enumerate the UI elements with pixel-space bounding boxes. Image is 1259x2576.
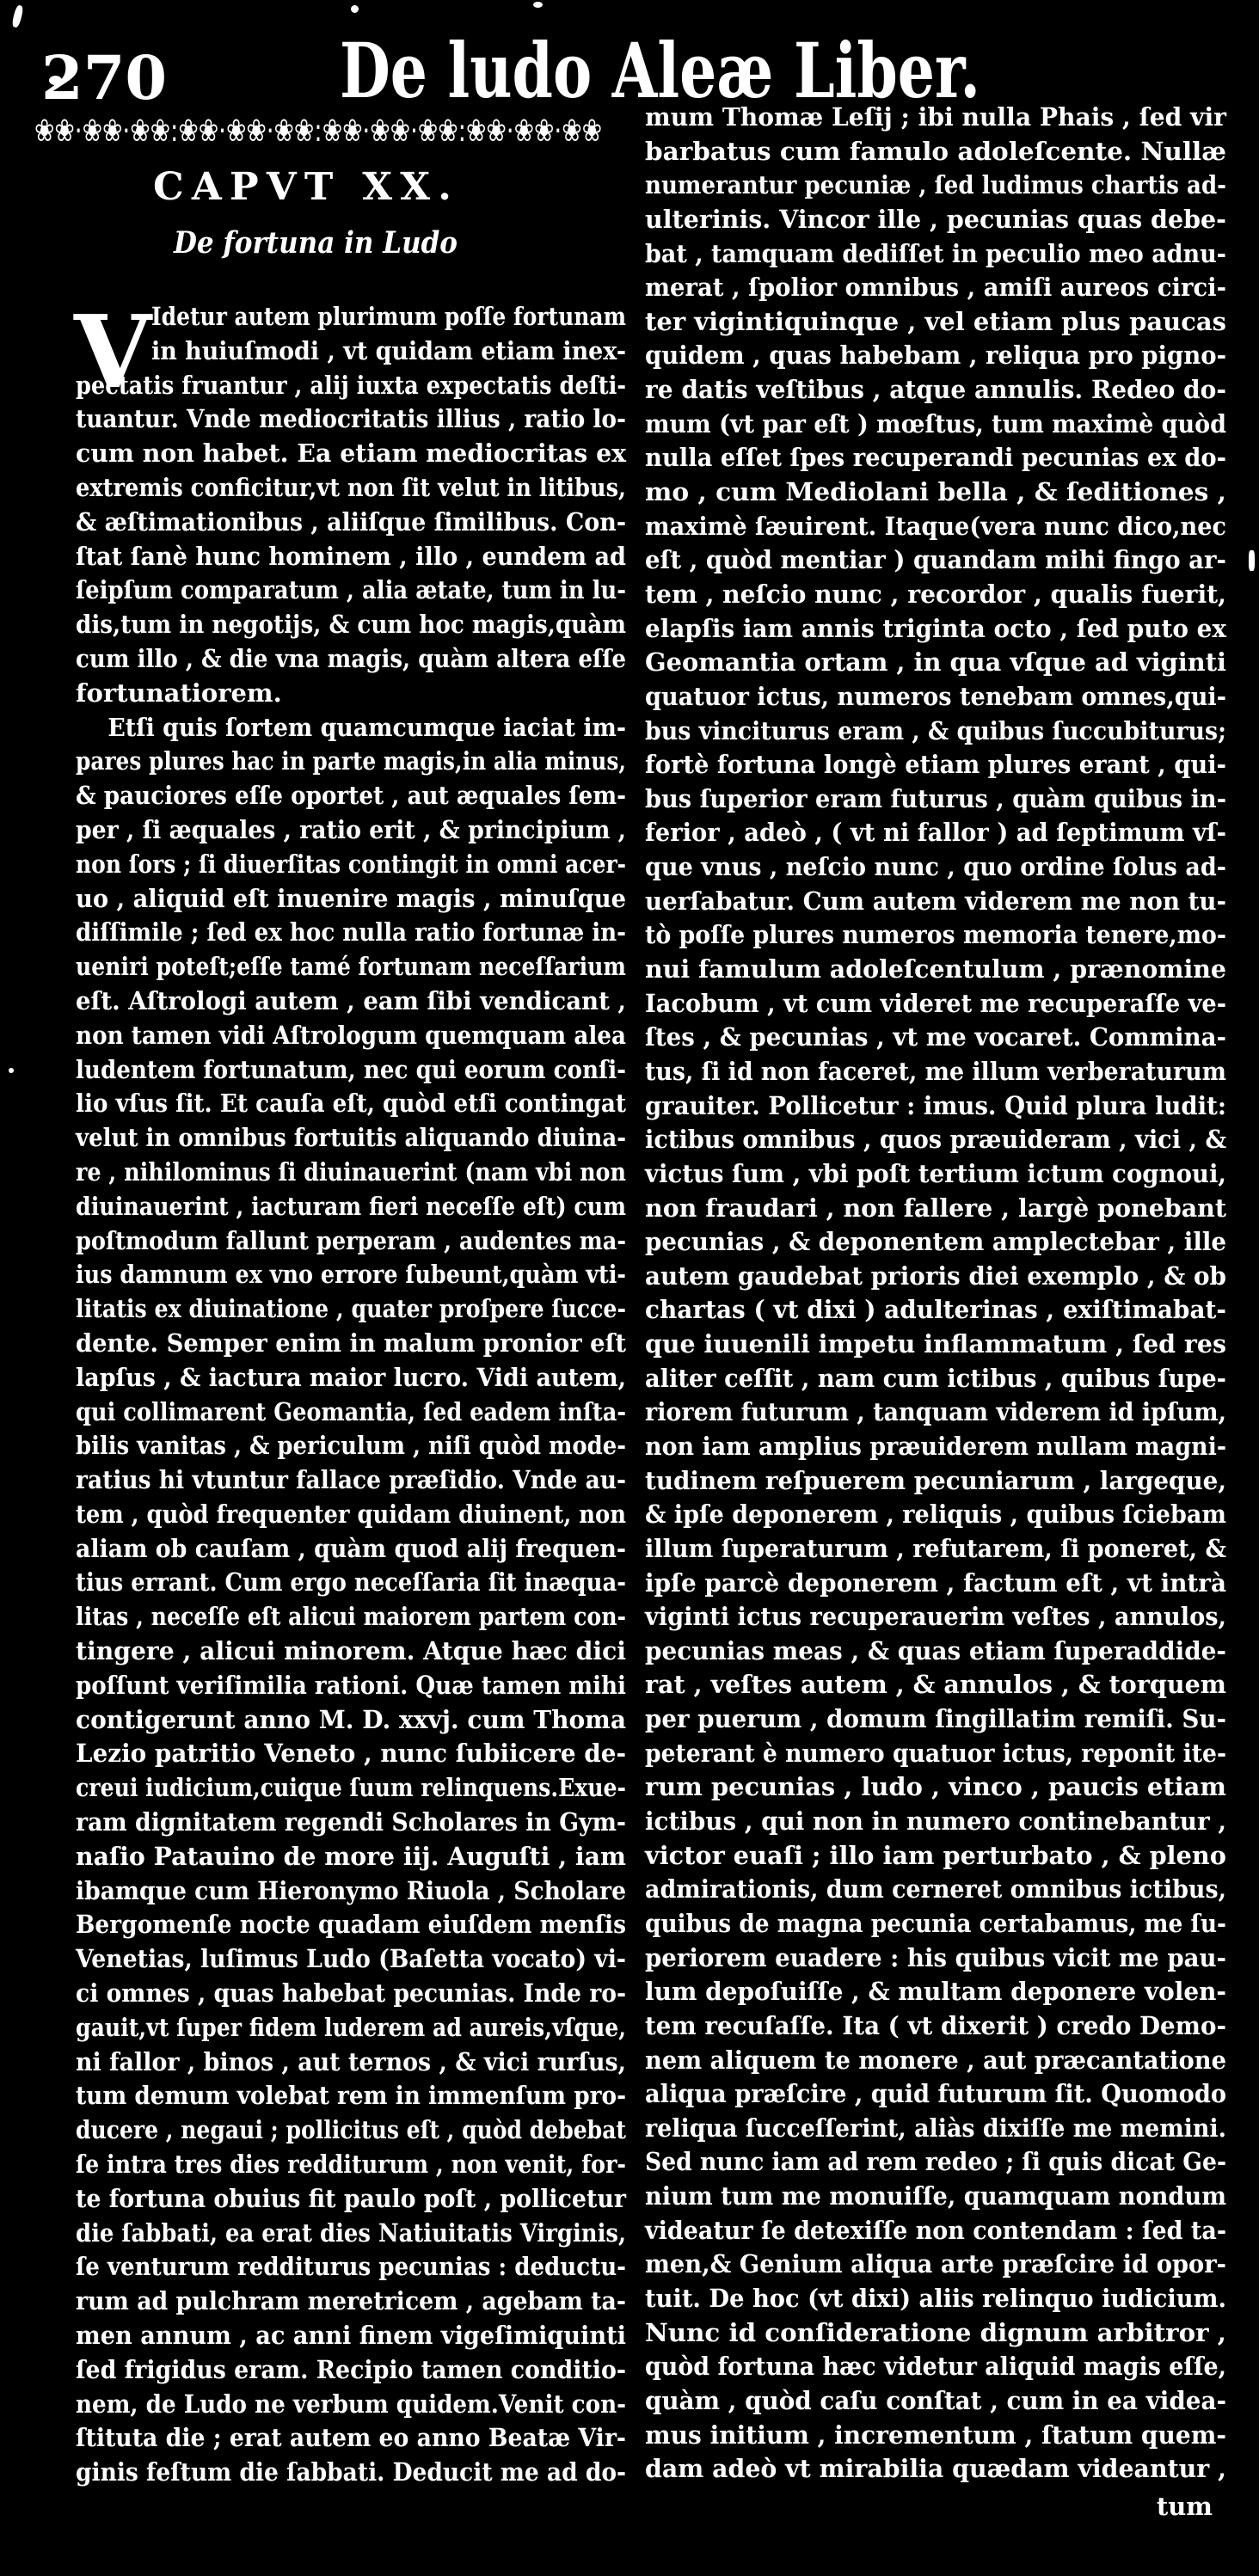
text-line: ni fallor , binos , aut ternos , & vici rurſus, [76,2046,626,2076]
text-line: men annum , ac anni finem vigeſimiquinti [76,2321,626,2351]
text-line: ius damnum ex vno errore ſubeunt,quàm vti- [76,1260,626,1290]
left-column [74,294,626,2491]
text-line: Etſi quis ſortem quamcumque iaciat im- [76,712,626,742]
text-line: lio vſus ſit. Et cauſa eſt, quòd etſi contingat [76,1089,626,1119]
text-line: pares plures hac in parte magis,in alia minus, [76,746,626,776]
text-line: viginti ictus recuperauerim veſtes , annulos, [645,1602,1226,1632]
text-line: bus ſuperior eram futurus , quàm quibus in- [645,783,1226,813]
text-line: mum Thomæ Leſij ; ibi nulla Phais , ſed vir [645,102,1226,132]
text-line: ulterinis. Vincor ille , pecunias quas debe- [645,204,1226,234]
text-line: mus initium , incrementum , ſtatum quem- [645,2420,1226,2450]
text-line: qui collimarent Geomantia, ſed eadem inſta- [76,1396,626,1426]
scan-speck [351,5,359,13]
text-line: litas , neceſſe eſt alicui maiorem partem con- [76,1602,626,1632]
text-line: ſtituta die ; erat autem eo anno Beatæ Vir- [76,2423,626,2453]
text-line: ſe intra tres dies redditurum , non venit, for- [76,2150,626,2180]
text-line: naſio Patauino de more iij. Auguſti , iam [76,1841,626,1871]
text-line: Nunc id conſideratione dignum arbitror , [645,2317,1226,2347]
text-line: re , nihilominus ſi diuinauerint (nam vbi non [76,1156,626,1187]
text-line: gauit,vt ſuper fidem luderem ad aureis,vſque, [76,2012,626,2042]
text-line: ratius hi vtuntur fallace præſidio. Vnde au- [76,1465,626,1495]
text-line: litatis ex diuinatione , quater proſpere ſucce- [76,1294,626,1324]
text-line: ferior , adeò , ( vt ni fallor ) ad ſeptimum vſ- [645,818,1226,848]
text-line: peterant è numero quatuor ictus, reponit ite- [645,1738,1226,1768]
text-line: pecunias meas , & quas etiam ſuperaddide- [645,1635,1226,1665]
text-line: dente. Semper enim in malum pronior eſt [76,1328,626,1358]
text-line: barbatus cum famulo adoleſcente. Nullæ [645,136,1226,166]
text-line: ludentem fortunatum, nec qui eorum conſi- [76,1054,626,1084]
text-line: non iam amplius præuiderem nullam magni- [645,1431,1226,1461]
text-line: elapſis iam annis triginta octo , ſed puto ex [645,613,1226,643]
text-line: Geomantia ortam , in qua vſque ad viginti [645,647,1226,678]
chapter-subtitle-text: De fortuna in Ludo [174,225,458,261]
text-line: ſeipſum comparatum , alia ætate, tum in lu- [76,575,626,605]
text-line: cum non habet. Ea etiam mediocritas ex [76,439,626,469]
scan-speck [11,4,24,28]
text-line: poſtmodum fallunt perperam , audentes ma- [76,1225,626,1255]
text-line: in huiuſmodi , vt quidam etiam inex- [151,335,626,365]
text-line: tem recuſaſſe. Ita ( vt dixerit ) credo Demo- [645,2010,1226,2040]
text-line: Iacobum , vt cum videret me recuperaſſe ve- [645,988,1226,1018]
drop-cap: V [74,294,152,411]
text-line: Idetur autem plurimum poſſe fortunam [151,302,626,331]
text-line: victus ſum , vbi poſt tertium ictum cognoui, [645,1158,1226,1188]
text-line: ſed frigidus eram. Recipio tamen conditio- [76,2354,626,2384]
text-line: nem aliquem te monere , aut præcantatione [645,2045,1226,2075]
text-line: victor euaſi ; illo iam perturbato , & pleno [645,1840,1226,1870]
text-line: quàm , quòd caſu conſtat , cum in ea videa- [645,2385,1226,2415]
text-line: quibus de magna pecunia certabamus, me ſu- [645,1908,1226,1938]
text-line: diuinauerint , iacturam fieri neceſſe eſt) cum [76,1191,626,1221]
text-line: lum depoſuiſſe , & multam deponere volen- [645,1977,1226,2007]
text-line: grauiter. Pollicetur : imus. Quid plura ludit: [645,1090,1226,1120]
chapter-heading [153,165,459,209]
text-line: Lezio patritio Veneto , nunc ſubiicere de- [76,1739,626,1769]
text-line: ictibus omnibus , quos præuideram , vici , & [645,1125,1226,1155]
text-line: mo , cum Mediolani bella , & ſeditiones , [645,477,1226,507]
text-line: extremis conficitur,vt non ſit velut in litibus, [76,472,626,502]
text-line: quatuor ictus, numeros tenebam omnes,qui- [645,681,1226,711]
text-line: ſtat ſanè hunc hominem , illo , eundem ad [76,541,626,571]
text-line: Bergomenſe nocte quadam eiuſdem menſis [76,1910,626,1940]
text-line: aliqua præſcire , quid futurum ſit. Quomodo [645,2079,1226,2109]
text-line: quòd fortuna hæc videtur aliquid magis eſſe, [645,2352,1226,2382]
scan-speck [9,1068,14,1073]
text-line: mum (vt par eſt ) mœſtus, tum maximè quòd [645,408,1226,439]
chapter-subtitle [174,225,494,261]
text-line: ueniri poteſt;eſſe tamé fortunam neceſſarium [76,952,626,982]
text-line: diſſimile ; ſed ex hoc nulla ratio fortunæ in- [76,917,626,948]
text-line: reliqua ſucceſſerint, aliàs dixiſſe me memini. [645,2113,1226,2143]
page-number: 270 [41,42,168,113]
text-line: fortè fortuna longè etiam plures erant , qui- [645,750,1226,780]
text-line: lapſus , & iactura maior lucro. Vidi autem, [76,1362,626,1392]
scan-speck [533,2,543,8]
text-line: uerſabatur. Cum autem viderem me non tu- [645,886,1226,916]
text-line: illum ſuperaturum , refutarem, ſi poneret, & [645,1533,1226,1563]
ornament-band [34,110,611,153]
text-line: non ſors ; ſi diuerſitas contingit in omni acer- [76,849,626,879]
text-line: die ſabbati, ea erat dies Natiuitatis Virginis, [76,2217,626,2248]
text-line: per , ſi æquales , ratio erit , & principium , [76,814,626,844]
text-line: non fraudari , non fallere , largè ponebant [645,1193,1226,1223]
text-line: ictibus , qui non in numero continebantur , [645,1806,1226,1837]
text-line: ipſe parcè deponerem , factum eſt , vt intrà [645,1567,1226,1598]
text-line: merat , ſpolior omnibus , amiſi aureos circi- [645,273,1226,303]
catchword: tum [1156,2492,1213,2521]
text-line: contigerunt anno M. D. xxvj. cum Thoma [76,1704,626,1734]
text-line: dam adeò vt mirabilia quædam videantur , [645,2454,1226,2484]
text-line: tuit. De hoc (vt dixi) aliis relinquo iudicium. [645,2284,1226,2313]
text-line: cum illo , & die vna magis, quàm altera eſſe [76,643,626,673]
text-line: ci omnes , quas habebat pecunias. Inde ro- [76,1978,626,2009]
text-line: re datis veſtibus , atque annulis. Redeo do- [645,375,1226,405]
text-line: quidem , quas habebam , reliqua pro pigno- [645,340,1226,371]
text-line: ſe venturum redditurus pecunias : deductu- [76,2252,626,2282]
text-line: chartas ( vt dixi ) adulterinas , exiſtimabat- [645,1295,1226,1325]
fleuron-row: ❀❀·❀❀·❀❀:❀❀·❀❀·❀❀:❀❀·❀❀·❀❀:❀❀·❀❀·❀❀ [34,113,602,149]
running-title-text: De ludo Aleæ Liber. [340,26,980,115]
text-line: Sed nunc iam ad rem redeo ; ſi quis dicat Ge- [645,2147,1226,2177]
text-line: velut in omnibus fortuitis aliquando diuina- [76,1123,626,1153]
text-line: autem gaudebat prioris diei exemplo , & ob [645,1260,1226,1291]
chapter-heading-text: CAPVT XX. [153,165,459,209]
text-line: eſt. Aſtrologi autem , eam ſibi vendicant , [76,985,626,1015]
text-line: tò poſſe plures numeros memoria tenere,mo- [645,920,1226,950]
text-line: tius errant. Cum ergo neceſſaria ſit inæqua- [76,1567,626,1598]
text-line: tingere , alicui minorem. Atque hæc dici [76,1636,626,1666]
text-line: dis,tum in negotijs, & cum hoc magis,quàm [76,610,626,640]
text-line: & æſtimationibus , aliiſque ſimilibus. Con- [76,506,626,537]
text-line: tum demum volebat rem in immenſum pro- [76,2081,626,2111]
text-line: rat , veſtes autem , & annulos , & torquem [645,1670,1226,1700]
text-line: creui iudicium,cuique ſuum relinquens.Exue- [76,1773,626,1803]
text-line: eſt , quòd mentiar ) quandam mihi fingo ar- [645,545,1226,575]
text-line: nui famulum adoleſcentulum , prænomine [645,954,1226,984]
text-line: riorem futurum , tanquam viderem id ipſum, [645,1397,1226,1427]
text-line: ducere , negaui ; pollicitus eſt , quòd debebat [76,2115,626,2145]
text-line: tem , neſcio nunc , recordor , qualis fuerit, [645,579,1226,609]
text-line: tudinem reſpuerem pecuniarum , largeque, [645,1465,1226,1495]
text-line: per puerum , domum ſingillatim remiſi. Su- [645,1704,1226,1734]
text-line: videatur ſe detexiſſe non contendam : ſed ta- [645,2215,1226,2245]
text-line: ſtes , & pecunias , vt me vocaret. Commina- [645,1022,1226,1052]
text-line: tem , quòd frequenter quidam diuinent, non [76,1499,626,1529]
text-line: ter vigintiquinque , vel etiam plus paucas [645,306,1226,336]
text-line: bat , tamquam dediſſet in peculio meo adnu- [645,238,1226,268]
scan-speck [1249,550,1255,571]
text-line: tus, ſi id non faceret, me illum verberaturum [645,1056,1226,1086]
text-line: & ipſe deponerem , reliquis , quibus ſciebam [645,1500,1226,1530]
text-line: ram dignitatem regendi Scholares in Gym- [76,1807,626,1837]
text-line: tuantur. Vnde mediocritatis illius , ratio lo- [76,404,626,434]
text-line: ibamque cum Hieronymo Riuola , Scholare [76,1875,626,1905]
text-line: que vnus , neſcio nunc , quo ordine ſolus ad- [645,852,1226,882]
text-line: aliam ob cauſam , quàm quod alij frequen- [76,1533,626,1563]
text-line: rum ad pulchram meretricem , agebam ta- [76,2286,626,2316]
text-line: Venetias, luſimus Ludo (Baſetta vocato) vi- [76,1944,626,1974]
text-line: nulla eſſet ſpes recuperandi pecunias ex do- [645,443,1226,473]
text-line: pecunias , & deponentem amplectebar , ille [645,1227,1226,1257]
text-line: poſſunt veriſimilia rationi. Quæ tamen mihi [76,1670,626,1700]
text-line: que iuuenili impetu inflammatum , ſed res [645,1329,1226,1359]
text-line: pectatis fruantur , alij iuxta expectatis deſti- [76,370,626,400]
text-line: men,& Genium aliqua arte præſcire id opor- [645,2249,1226,2279]
text-line: rum pecunias , ludo , vinco , paucis etiam [645,1772,1226,1802]
text-line: aliter ceſſit , nam cum ictibus , quibus ſupe- [645,1363,1226,1393]
text-line: admirationis, dum cerneret omnibus ictibus, [645,1874,1226,1904]
text-line: maximè ſæuirent. Itaque(vera nunc dico,nec [645,511,1226,541]
text-line: ginis feſtum die ſabbati. Deducit me ad do- [76,2457,626,2487]
text-line: nium tum me monuiſſe, quamquam nondum [645,2181,1226,2211]
text-line: & pauciores eſſe oportet , aut æquales ſem- [76,781,626,811]
text-line: periorem euadere : his quibus vicit me pau- [645,1942,1226,1972]
text-line: nem, de Ludo ne verbum quidem.Venit con- [76,2389,626,2419]
text-line: te fortuna obuius fit paulo poſt , pollicetur [76,2183,626,2213]
text-line: bilis vanitas , & periculum , niſi quòd mode- [76,1431,626,1461]
text-line: bus vinciturus eram , & quibus ſuccubiturus; [645,715,1226,745]
right-column [645,101,1226,2487]
text-line: uo , aliquid eſt inuenire magis , minuſque [76,883,626,913]
text-line: non tamen vidi Aſtrologum quemquam alea [76,1020,626,1050]
text-line: fortunatiorem. [76,678,282,708]
text-line: numerantur pecuniæ , ſed ludimus chartis ad- [645,170,1226,200]
